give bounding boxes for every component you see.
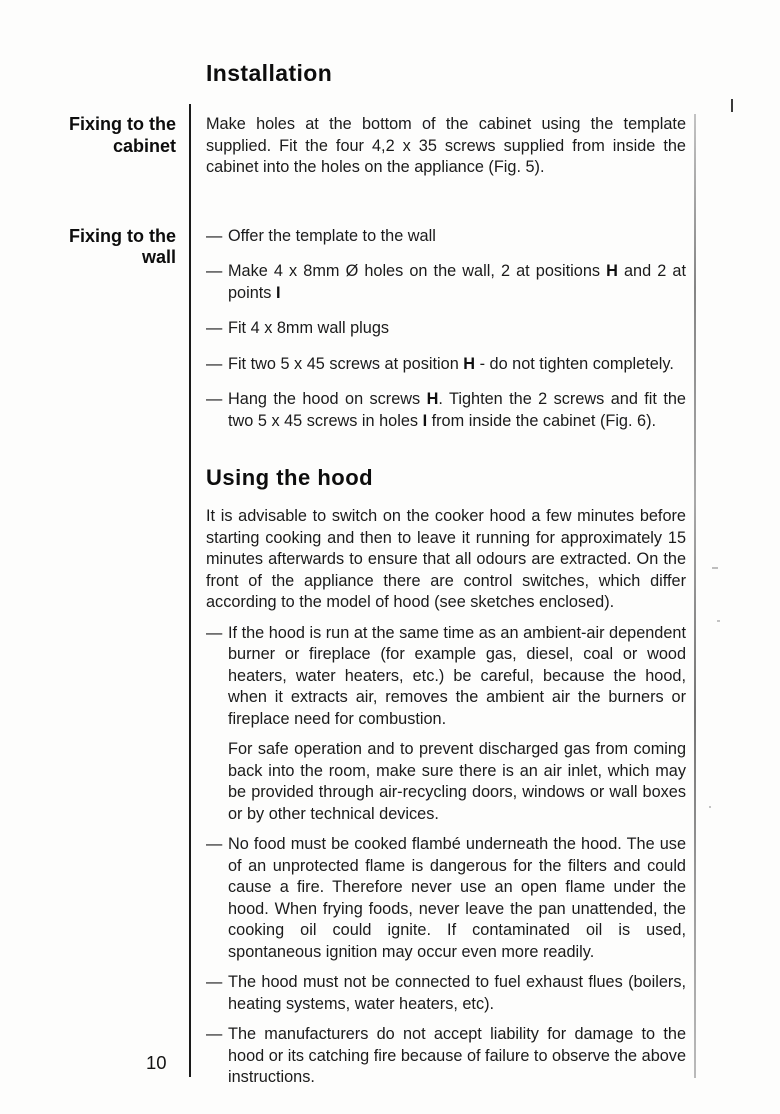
bullet-text: Fit 4 x 8mm wall plugs xyxy=(228,319,390,337)
bullet-dash: — xyxy=(206,1025,223,1043)
bullet-text: Hang the hood on screws H. Tighten the 2 screws and fit the two 5 x 45 screws in holes I from inside the cabinet (Fig. 6). xyxy=(228,390,686,430)
scan-artifact xyxy=(731,99,733,112)
margin-heading-fixing-to-the-cabinet: Fixing to the cabinet xyxy=(69,114,176,156)
bullet-item xyxy=(206,834,686,963)
paragraph: It is advisable to switch on the cooker hood a few minutes before starting cooking and then to leave it running for approximately 15 minutes afterwards to ensure that all odours are extracted. On the front of the appliance there are control switches, which differ according to the model of hood (see sketches enclosed). xyxy=(206,507,686,611)
bullet-text: The hood must not be connected to fuel exhaust flues (boilers, heating systems, water heaters, etc). xyxy=(228,973,686,1013)
bullet-item xyxy=(206,389,686,432)
bullet-dash: — xyxy=(206,262,223,280)
bullet-dash: — xyxy=(206,835,223,853)
bullet-item xyxy=(206,354,686,376)
bullet-dash: — xyxy=(206,973,223,991)
bullet-dash: — xyxy=(206,319,223,337)
bullet-dash: — xyxy=(206,623,223,642)
bullet-dash: — xyxy=(206,390,223,408)
scan-artifact xyxy=(717,620,720,622)
bullet-item xyxy=(206,261,686,304)
bullet-item xyxy=(206,623,686,731)
bullet-item xyxy=(206,226,686,248)
page-edge-line xyxy=(694,114,696,1078)
page-title: Installation xyxy=(206,60,333,86)
bullet-dash: — xyxy=(206,226,223,245)
bullet-dash: — xyxy=(206,354,223,373)
paragraph: Make holes at the bottom of the cabinet using the template supplied. Fit the four 4,2 x 35 screws supplied from inside the cabinet into the holes on the appliance (Fig. 5). xyxy=(206,115,686,176)
section-fixing-to-the-cabinet xyxy=(69,114,686,179)
bullet-text: If the hood is run at the same time as an ambient-air dependent burner or fireplace (for example gas, diesel, coal or wood heaters, water heaters, etc.) be careful, because the hood, when it extracts air, removes the ambient air the burners or fireplace need for combustion. xyxy=(228,623,686,728)
scan-artifact xyxy=(709,806,711,808)
section-heading-using-the-hood: Using the hood xyxy=(206,465,374,490)
column-divider-line xyxy=(189,104,191,1077)
bullet-text: Make 4 x 8mm Ø holes on the wall, 2 at positions H and 2 at points I xyxy=(228,262,686,302)
bullet-text: Offer the template to the wall xyxy=(228,226,436,245)
bullet-text: Fit two 5 x 45 screws at position H - do not tighten completely. xyxy=(228,354,674,373)
indent-paragraph: For safe operation and to prevent discharged gas from coming back into the room, make sure there is an air inlet, which may be provided through air-recycling doors, windows or wall boxes or by other technical devices. xyxy=(228,740,686,823)
bullet-text: The manufacturers do not accept liability for damage to the hood or its catching fire because of failure to observe the above instructions. xyxy=(228,1025,686,1086)
bullet-item xyxy=(206,318,686,340)
page-number: 10 xyxy=(146,1052,167,1073)
margin-heading-fixing-to-the-wall: Fixing to the wall xyxy=(69,225,176,267)
section-using-the-hood xyxy=(206,465,686,1089)
bullet-text: No food must be cooked flambé underneath the hood. The use of an unprotected flame is dangerous for the filters and could cause a fire. Therefore never use an open flame under the hood. When frying foods, never leave the pan unattended, the cooking oil could ignite. If contaminated oil is used, spontaneous ignition may occur even more readily. xyxy=(228,835,686,961)
scan-artifact xyxy=(712,567,718,569)
section-fixing-to-the-wall xyxy=(69,225,686,433)
bullet-item xyxy=(206,1024,686,1089)
bullet-item xyxy=(206,972,686,1015)
